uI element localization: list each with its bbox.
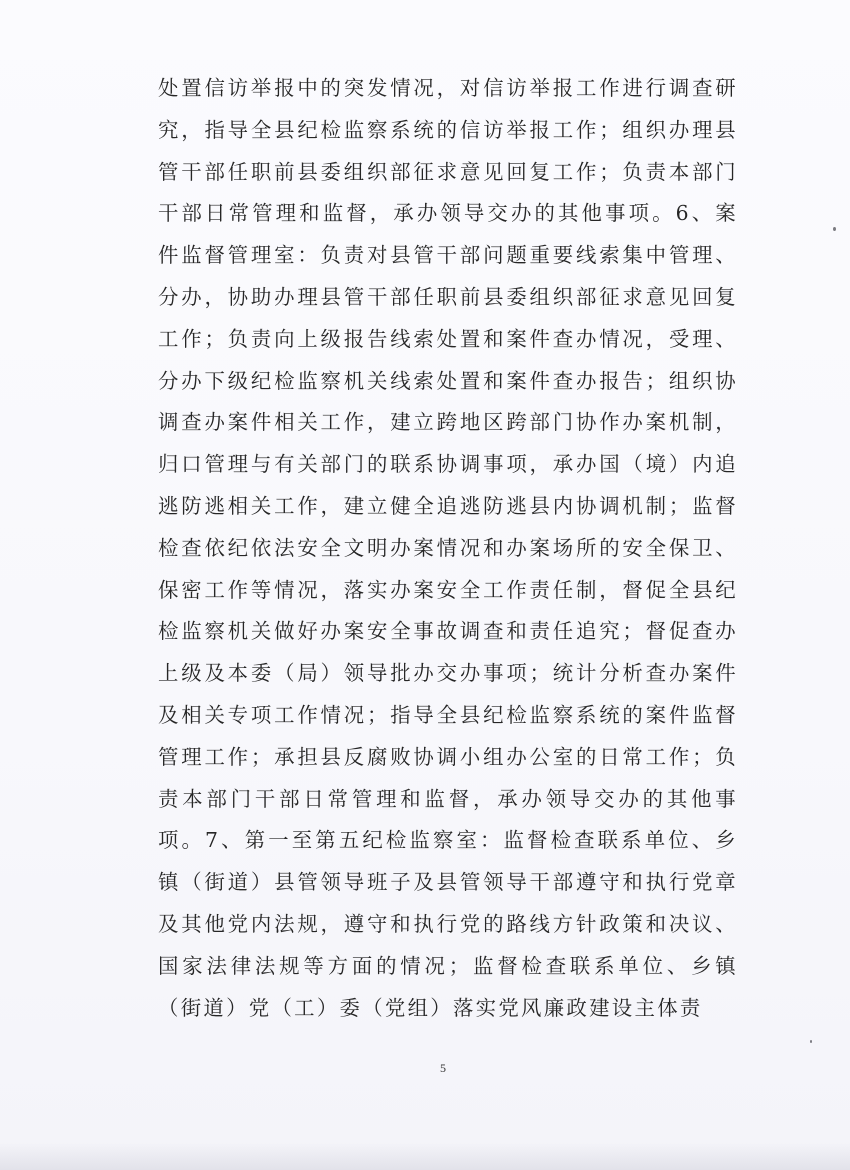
scan-edge-shade — [0, 1142, 850, 1170]
page-number: 5 — [440, 1061, 446, 1075]
body-paragraph: 处置信访举报中的突发情况，对信访举报工作进行调查研究，指导全县纪检监察系统的信访举报工作；组织办理县管干部任职前县委组织部征求意见回复工作；负责本部门干部日常管理和监督，承办领导交办的其他事项。6、案件监督管理室：负责对县管干部问题重要线索集中管理、分办，协助办理县管干部任职前县委组织部征求意见回复工作；负责向上级报告线索处置和案件查办情况，受理、分办下级纪检监察机关线索处置和案件查办报告；组织协调查办案件相关工作，建立跨地区跨部门协作办案机制，归口管理与有关部门的联系协调事项，承办国（境）内追逃防逃相关工作，建立健全追逃防逃县内协调机制；监督检查依纪依法安全文明办案情况和办案场所的安全保卫、保密工作等情况，落实办案安全工作责任制，督促全县纪检监察机关做好办案安全事故调查和责任追究；督促查办上级及本委（局）领导批办交办事项；统计分析查办案件及相关专项工作情况；指导全县纪检监察系统的案件监督管理工作；承担县反腐败协调小组办公室的日常工作；负责本部门干部日常管理和监督，承办领导交办的其他事项。7、第一至第五纪检监察室：监督检查联系单位、乡镇（街道）县管领导班子及县管领导干部遵守和执行党章及其他党内法规，遵守和执行党的路线方针政策和决议、国家法律法规等方面的情况；监督检查联系单位、乡镇（街道）党（工）委（党组）落实党风廉政建设主体责 — [158, 76, 738, 1020]
scan-speck — [810, 1040, 812, 1043]
scan-speck — [833, 227, 836, 231]
